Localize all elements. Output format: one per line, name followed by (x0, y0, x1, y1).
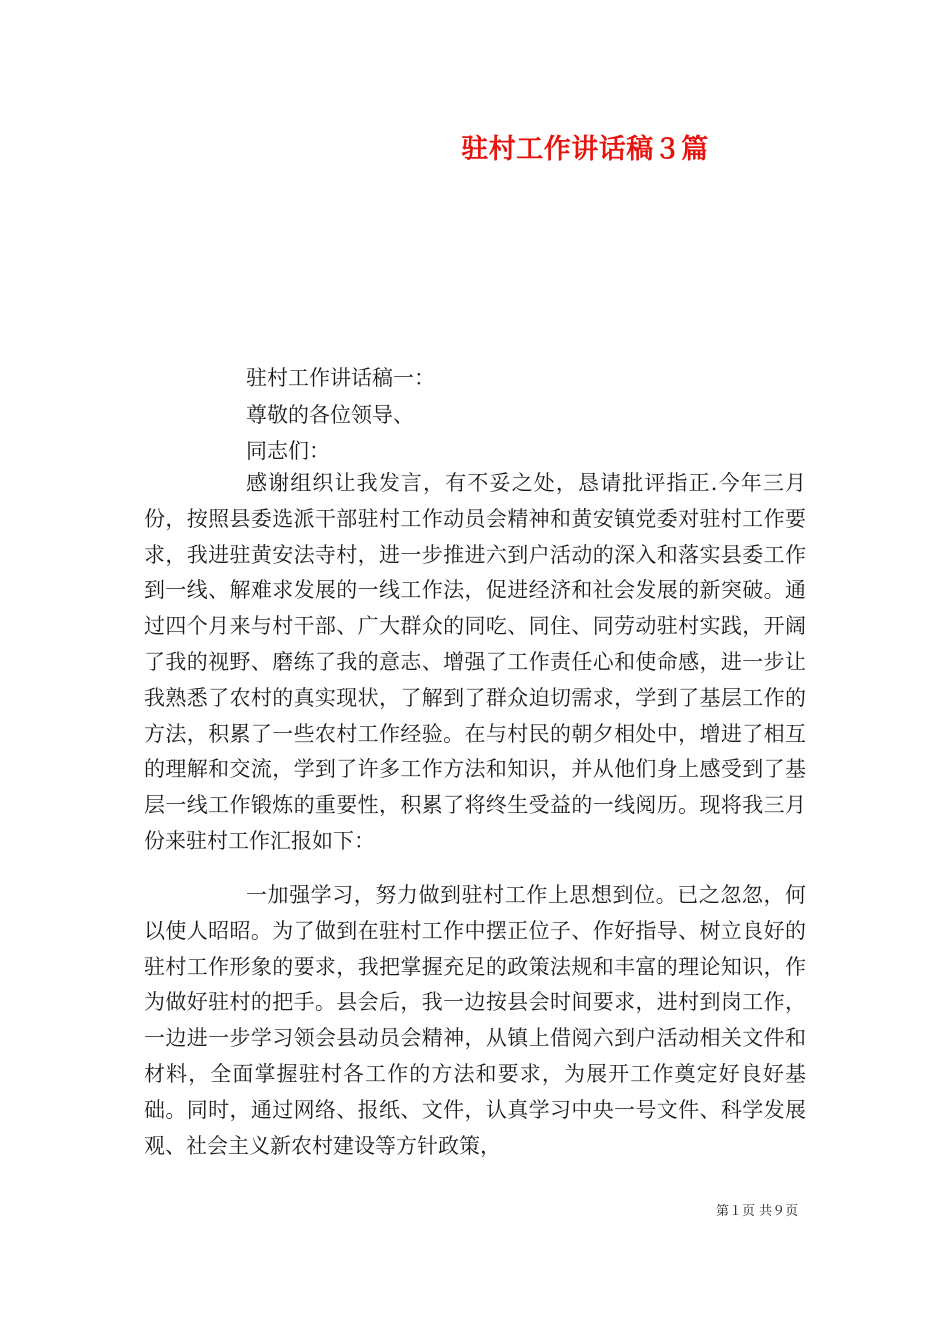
body-paragraph-1: 感谢组织让我发言，有不妥之处，恳请批评指正.今年三月份，按照县委选派干部驻村工作动员会精神和黄安镇党委对驻村工作要求，我进驻黄安法寺村，进一步推进六到户活动的深入和落实县委工作到一线、解难求发展的一线工作法，促进经济和社会发展的新突破。通过四个月来与村干部、广大群众的同吃、同住、同劳动驻村实践，开阔了我的视野、磨练了我的意志、增强了工作责任心和使命感，进一步让我熟悉了农村的真实现状，了解到了群众迫切需求，学到了基层工作的方法，积累了一些农村工作经验。在与村民的朝夕相处中，增进了相互的理解和交流，学到了许多工作方法和知识，并从他们身上感受到了基层一线工作锻炼的重要性，积累了将终生受益的一线阅历。现将我三月份来驻村工作汇报如下： (144, 471, 806, 853)
salutation-leaders: 尊敬的各位领导、 (246, 403, 414, 427)
document-title: 驻村工作讲话稿３篇 (461, 134, 709, 165)
body-paragraph-2: 一加强学习，努力做到驻村工作上思想到位。已之忽忽，何以使人昭昭。为了做到在驻村工作中摆正位子、作好指导、树立良好的驻村工作形象的要求，我把掌握充足的政策法规和丰富的理论知识，作为做好驻村的把手。县会后，我一边按县会时间要求，进村到岗工作，一边进一步学习领会县动员会精神，从镇上借阅六到户活动相关文件和材料，全面掌握驻村各工作的方法和要求，为展开工作奠定好良好基础。同时，通过网络、报纸、文件，认真学习中央一号文件、科学发展观、社会主义新农村建设等方针政策， (144, 883, 806, 1158)
salutation-comrades: 同志们： (246, 439, 330, 463)
speech-heading: 驻村工作讲话稿一： (246, 366, 435, 390)
page-number-footer: 第１页 共９页 (716, 1204, 799, 1219)
